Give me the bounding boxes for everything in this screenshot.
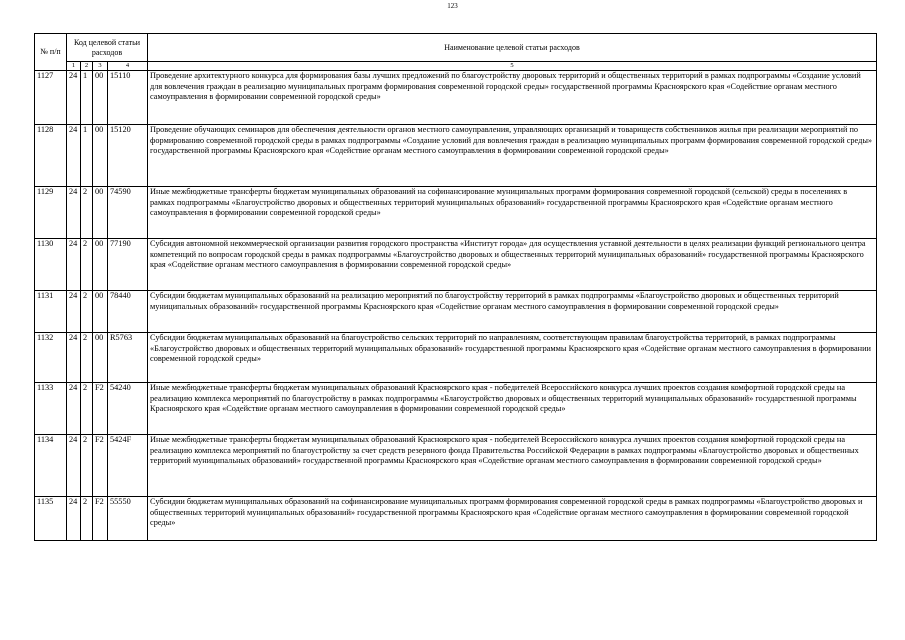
- table-row: [35, 333, 877, 383]
- code-part-1-cell: 24: [67, 125, 81, 187]
- table-row: [35, 125, 877, 187]
- code-part-1-cell: 24: [67, 187, 81, 239]
- col-number-1: 1: [67, 62, 81, 71]
- expense-name-cell: Иные межбюджетные трансферты бюджетам муниципальных образований Красноярского края - победителей Всероссийского конкурса лучших проектов создания комфортной городской среды на реализацию комплекса мероприятий по благоустройству за счет средств резервного фонда Правительства Российской Федерации в рамках подпрограммы «Благоустройство дворовых и общественных территорий муниципальных образований» государственной программы Красноярского края «Содействие органам местного самоуправления в формировании современной городской среды»: [148, 435, 877, 497]
- row-number-cell: 1129: [35, 187, 67, 239]
- code-part-4-cell: R5763: [108, 333, 148, 383]
- code-part-3-cell: F2: [93, 435, 108, 497]
- code-part-1-cell: 24: [67, 497, 81, 541]
- row-number-cell: 1133: [35, 383, 67, 435]
- code-part-4-cell: 74590: [108, 187, 148, 239]
- column-number-row: [35, 62, 877, 71]
- table-row: [35, 291, 877, 333]
- col-header-name: Наименование целевой статьи расходов: [148, 34, 877, 62]
- table-row: [35, 187, 877, 239]
- table-row: [35, 239, 877, 291]
- code-part-4-cell: 15120: [108, 125, 148, 187]
- code-part-1-cell: 24: [67, 383, 81, 435]
- page-number: 123: [447, 2, 458, 10]
- table-row: [35, 497, 877, 541]
- code-part-2-cell: 2: [81, 435, 93, 497]
- code-part-1-cell: 24: [67, 239, 81, 291]
- row-number-cell: 1132: [35, 333, 67, 383]
- code-part-2-cell: 2: [81, 187, 93, 239]
- expense-name-cell: Субсидии бюджетам муниципальных образований на реализацию мероприятий по благоустройству территорий в рамках подпрограммы «Благоустройство дворовых и общественных территорий муниципальных образований» государственной программы Красноярского края «Содействие органам местного самоуправления в формировании современной городской среды»: [148, 291, 877, 333]
- code-part-3-cell: 00: [93, 333, 108, 383]
- code-part-1-cell: 24: [67, 71, 81, 125]
- code-part-3-cell: 00: [93, 187, 108, 239]
- row-number-cell: 1135: [35, 497, 67, 541]
- code-part-2-cell: 1: [81, 71, 93, 125]
- code-part-4-cell: 15110: [108, 71, 148, 125]
- code-part-2-cell: 2: [81, 239, 93, 291]
- expense-name-cell: Иные межбюджетные трансферты бюджетам муниципальных образований на софинансирование муниципальных программ формирования современной городской (сельской) среды в поселениях в рамках подпрограммы «Благоустройство дворовых и общественных территорий муниципальных образований» государственной программы Красноярского края «Содействие органам местного самоуправления в формировании современной городской среды»: [148, 187, 877, 239]
- code-part-2-cell: 2: [81, 291, 93, 333]
- col-number-3: 3: [93, 62, 108, 71]
- code-part-4-cell: 78440: [108, 291, 148, 333]
- code-part-4-cell: 5424F: [108, 435, 148, 497]
- code-part-2-cell: 2: [81, 383, 93, 435]
- table-row: [35, 383, 877, 435]
- row-number-cell: 1130: [35, 239, 67, 291]
- row-number-cell: 1134: [35, 435, 67, 497]
- code-part-3-cell: F2: [93, 383, 108, 435]
- row-number-cell: 1131: [35, 291, 67, 333]
- budget-table: [34, 33, 877, 541]
- code-part-4-cell: 54240: [108, 383, 148, 435]
- col-header-num: № п/п: [35, 34, 67, 71]
- col-number-4: 4: [108, 62, 148, 71]
- code-part-4-cell: 77190: [108, 239, 148, 291]
- code-part-3-cell: F2: [93, 497, 108, 541]
- code-part-3-cell: 00: [93, 291, 108, 333]
- col-number-5: 5: [148, 62, 877, 71]
- code-part-1-cell: 24: [67, 291, 81, 333]
- code-part-2-cell: 1: [81, 125, 93, 187]
- code-part-2-cell: 2: [81, 497, 93, 541]
- expense-name-cell: Субсидии бюджетам муниципальных образований на софинансирование муниципальных программ формирования современной городской среды в рамках подпрограммы «Благоустройство дворовых и общественных территорий муниципальных образований» государственной программы Красноярского края «Содействие органам местного самоуправления в формировании современной городской среды»: [148, 497, 877, 541]
- col-header-code: Код целевой статьи расходов: [67, 34, 148, 62]
- expense-name-cell: Субсидия автономной некоммерческой организации развития городского пространства «Институт города» для осуществления уставной деятельности в целях реализации функций регионального центра компетенций по вопросам городской среды в рамках подпрограммы «Благоустройство дворовых и общественных территорий муниципальных образований» государственной программы Красноярского края «Содействие органам местного самоуправления в формировании современной городской среды»: [148, 239, 877, 291]
- code-part-2-cell: 2: [81, 333, 93, 383]
- table-row: [35, 71, 877, 125]
- expense-name-cell: Иные межбюджетные трансферты бюджетам муниципальных образований Красноярского края - победителей Всероссийского конкурса лучших проектов создания комфортной городской среды на реализацию комплекса мероприятий по благоустройству в рамках подпрограммы «Благоустройство дворовых и общественных территорий муниципальных образований» государственной программы Красноярского края «Содействие органам местного самоуправления в формировании современной городской среды»: [148, 383, 877, 435]
- expense-name-cell: Субсидии бюджетам муниципальных образований на благоустройство сельских территорий по направлениям, соответствующим правилам благоустройства территорий, в рамках подпрограммы «Благоустройство дворовых и общественных территорий муниципальных образований» государственной программы Красноярского края «Содействие органам местного самоуправления в формировании современной городской среды»: [148, 333, 877, 383]
- row-number-cell: 1128: [35, 125, 67, 187]
- code-part-3-cell: 00: [93, 239, 108, 291]
- code-part-4-cell: 55550: [108, 497, 148, 541]
- header-row: [35, 34, 877, 62]
- expense-name-cell: Проведение архитектурного конкурса для формирования базы лучших предложений по благоустройству дворовых территорий и общественных территорий в рамках подпрограммы «Создание условий для вовлечения граждан в реализацию муниципальных программ формирования современной городской среды» государственной программы Красноярского края «Содействие органам местного самоуправления в формировании современной городской среды»: [148, 71, 877, 125]
- expense-name-cell: Проведение обучающих семинаров для обеспечения деятельности органов местного самоуправления, управляющих организаций и товариществ собственников жилья при реализации мероприятий по формированию современной городской среды в рамках подпрограммы «Создание условий для вовлечения граждан в реализацию муниципальных программ формирования современной городской среды» государственной программы Красноярского края «Содействие органам местного самоуправления в формировании современной городской среды»: [148, 125, 877, 187]
- code-part-3-cell: 00: [93, 71, 108, 125]
- row-number-cell: 1127: [35, 71, 67, 125]
- table-row: [35, 435, 877, 497]
- code-part-1-cell: 24: [67, 435, 81, 497]
- code-part-3-cell: 00: [93, 125, 108, 187]
- col-number-2: 2: [81, 62, 93, 71]
- code-part-1-cell: 24: [67, 333, 81, 383]
